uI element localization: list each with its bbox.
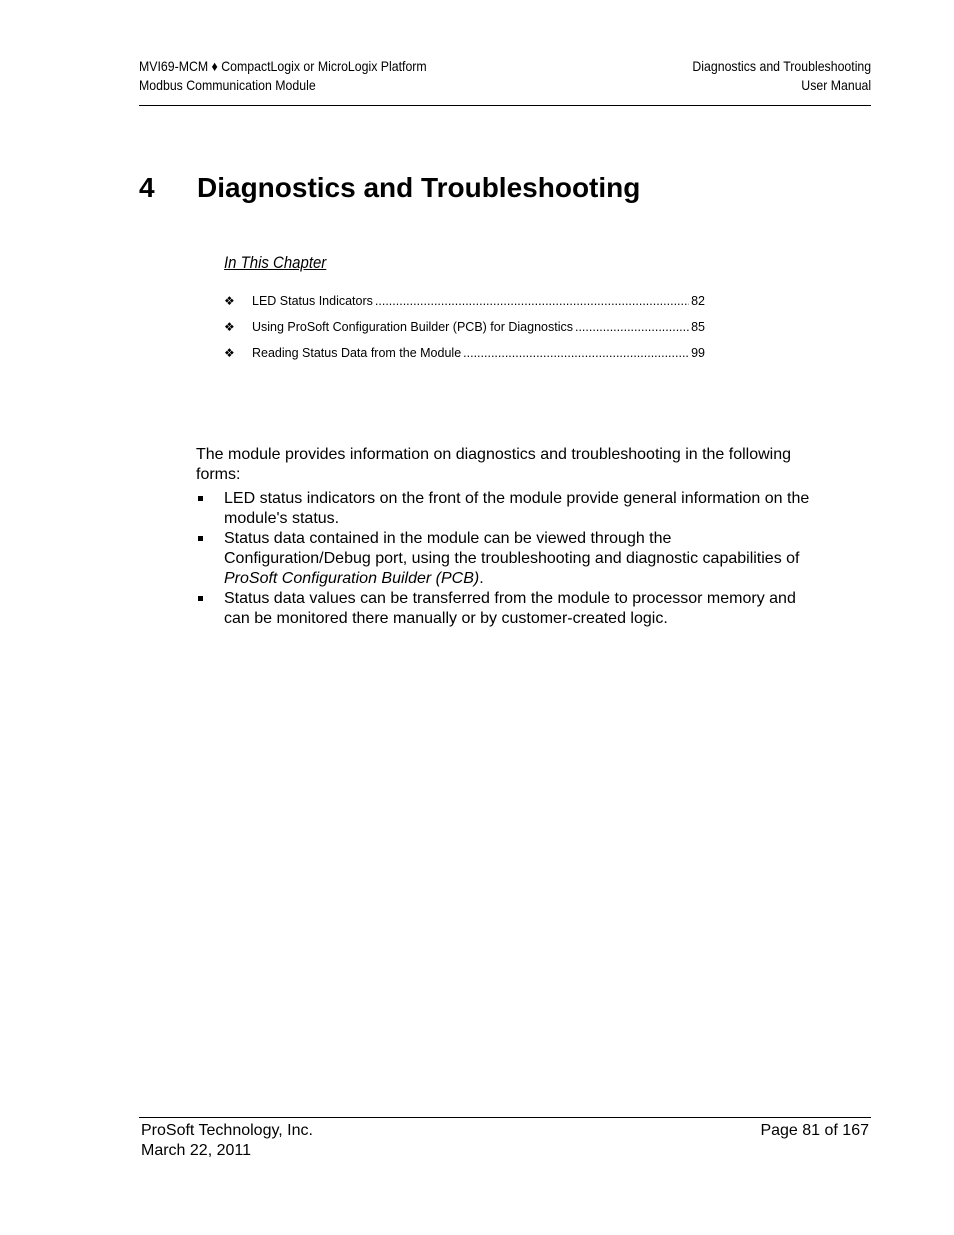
toc-leader-dots — [463, 345, 689, 361]
footer-page-number: Page 81 of 167 — [760, 1122, 869, 1139]
header-product-line: MVI69-MCM ♦ CompactLogix or MicroLogix Platform — [139, 58, 427, 74]
toc-item-page[interactable]: 85 — [691, 320, 705, 334]
toc-leader-dots — [375, 293, 689, 309]
header-left — [139, 57, 427, 95]
list-item-text: Status data contained in the module can be viewed through the Configuration/Debug port, using the troubleshooting and diagnostic capabilities of — [224, 530, 800, 567]
chapter-heading — [139, 168, 839, 208]
forms-list — [196, 489, 816, 629]
diamond-bullet-icon: ❖ — [224, 346, 235, 360]
list-item — [196, 589, 816, 629]
footer-company: ProSoft Technology, Inc. — [141, 1122, 313, 1139]
toc-item[interactable] — [224, 340, 705, 366]
chapter-number: 4 — [139, 172, 155, 203]
toc-item[interactable] — [224, 288, 705, 314]
square-bullet-icon — [198, 496, 203, 501]
footer-date: March 22, 2011 — [141, 1142, 251, 1159]
list-item — [196, 529, 816, 589]
pcb-emphasis: ProSoft Configuration Builder (PCB) — [224, 570, 480, 587]
toc-item[interactable] — [224, 314, 705, 340]
intro-paragraph: The module provides information on diagnostics and troubleshooting in the following forms: — [196, 446, 792, 483]
header-section-line: Diagnostics and Troubleshooting — [692, 58, 871, 74]
list-item-text: Status data values can be transferred from the module to processor memory and can be monitored there manually or by customer-created logic. — [224, 590, 796, 627]
diamond-bullet-icon: ❖ — [224, 320, 235, 334]
toc-item-label[interactable]: Reading Status Data from the Module — [252, 346, 462, 360]
footer-left — [141, 1121, 313, 1161]
list-item-suffix: . — [479, 570, 484, 587]
page-footer — [139, 1117, 871, 1159]
body-section — [196, 445, 816, 629]
toc-item-page[interactable]: 99 — [691, 346, 705, 360]
square-bullet-icon — [198, 536, 203, 541]
header-manual-line: User Manual — [801, 77, 871, 93]
in-this-chapter-heading: In This Chapter — [224, 253, 327, 272]
list-item-text: LED status indicators on the front of the module provide general information on the module's status. — [224, 490, 810, 527]
page-header — [139, 57, 871, 106]
toc-leader-dots — [575, 319, 689, 335]
header-module-line: Modbus Communication Module — [139, 77, 316, 93]
diamond-bullet-icon: ❖ — [224, 294, 235, 308]
square-bullet-icon — [198, 596, 203, 601]
toc-item-page[interactable]: 82 — [691, 294, 705, 308]
header-right — [692, 57, 871, 95]
chapter-title: Diagnostics and Troubleshooting — [197, 172, 641, 203]
toc-item-label[interactable]: LED Status Indicators — [252, 294, 373, 308]
toc-item-label[interactable]: Using ProSoft Configuration Builder (PCB) for Diagnostics — [252, 320, 573, 334]
list-item — [196, 489, 816, 529]
chapter-toc — [224, 288, 705, 366]
